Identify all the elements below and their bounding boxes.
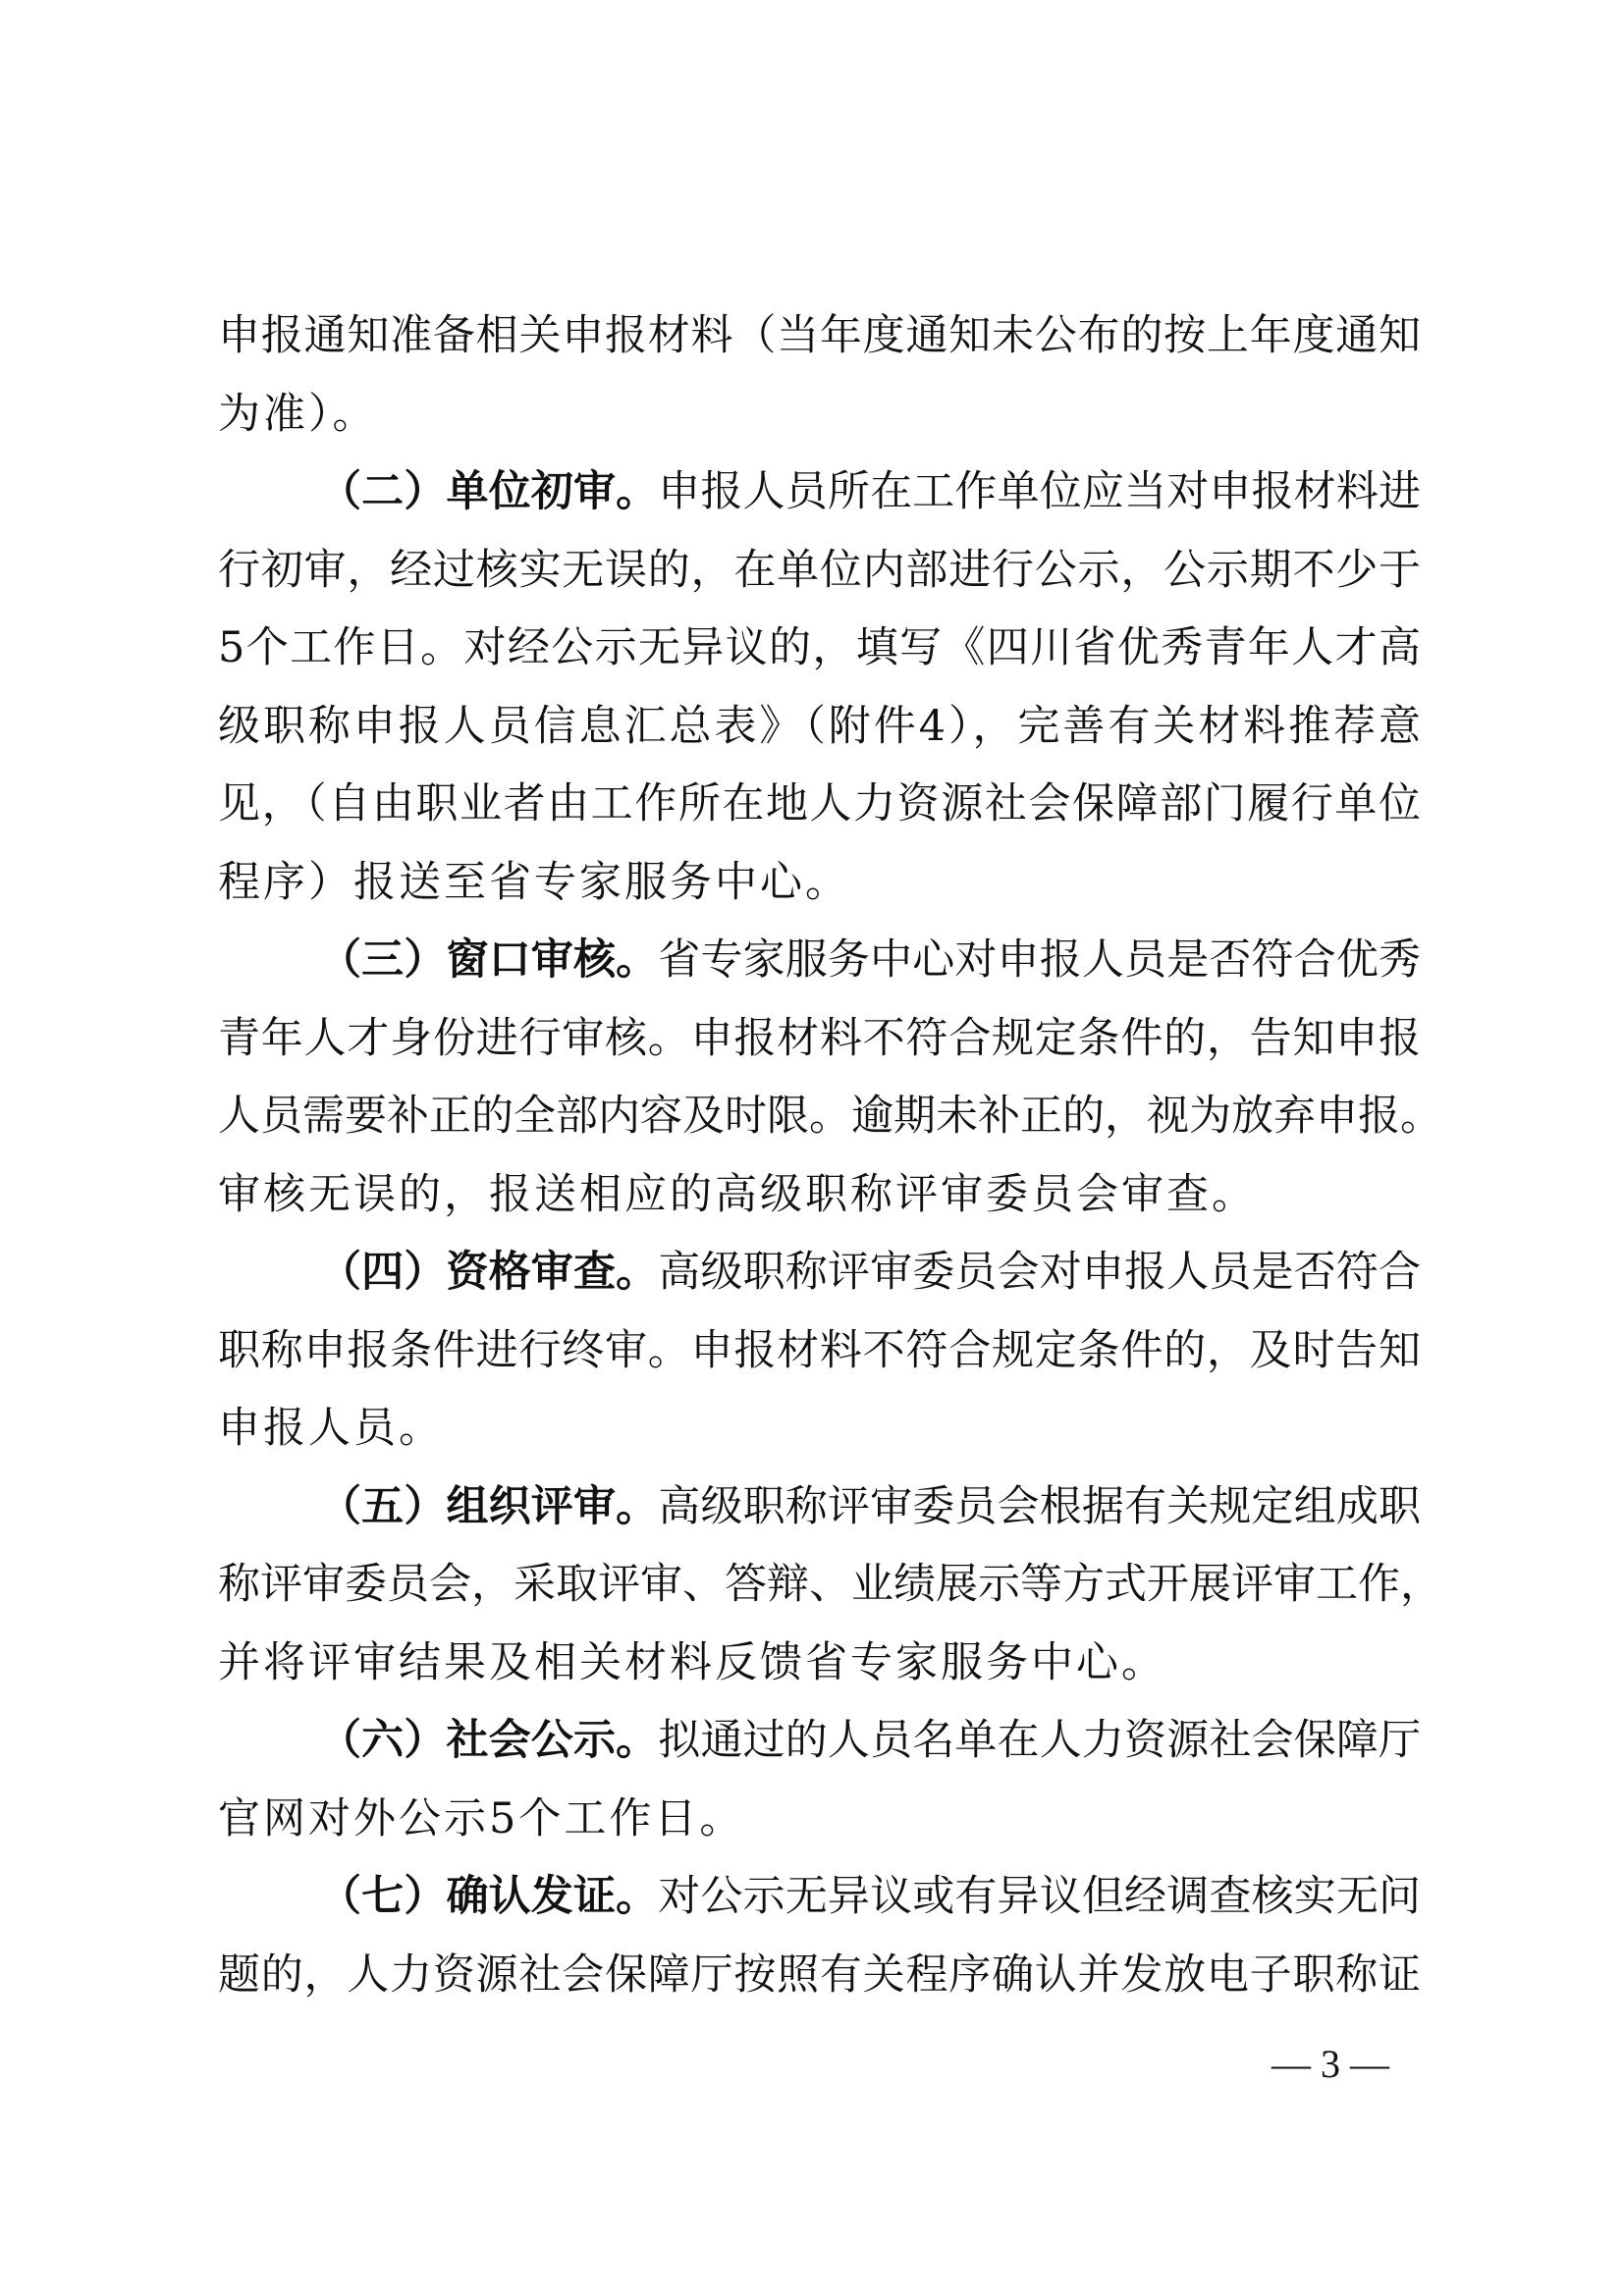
text-line: 级职称申报人员信息汇总表》（附件4），完善有关材料推荐意	[218, 701, 1421, 751]
text-line: 并将评审结果及相关材料反馈省专家服务中心。	[218, 1637, 1166, 1687]
section-text: 高级职称评审委员会根据有关规定组成职	[658, 1481, 1422, 1531]
section-text: 申报人员所在工作单位应当对申报材料进	[658, 467, 1422, 516]
section-text: 高级职称评审委员会对申报人员是否符合	[658, 1248, 1422, 1297]
section-heading: （五）组织评审。	[319, 1481, 659, 1531]
text-line: 官网对外公示5个工作日。	[218, 1793, 745, 1843]
text-line: 5个工作日。对经公示无异议的，填写《四川省优秀青年人才高	[218, 623, 1421, 672]
section-line	[218, 1468, 1421, 1547]
section-line	[218, 454, 1421, 532]
page-number: — 3 —	[1271, 2042, 1389, 2086]
text-line: 为准）。	[218, 389, 378, 439]
section-text: 拟通过的人员名单在人力资源社会保障厅	[658, 1716, 1422, 1765]
text-line: 青年人才身份进行审核。申报材料不符合规定条件的，告知申报	[218, 1013, 1421, 1063]
section-line	[218, 1234, 1421, 1312]
text-line: 见，（自由职业者由工作所在地人力资源社会保障部门履行单位	[218, 779, 1421, 828]
section-line	[218, 922, 1421, 1000]
section-heading: （三）窗口审核。	[319, 935, 659, 985]
section-line	[218, 1702, 1421, 1781]
text-line: 称评审委员会，采取评审、答辩、业绩展示等方式开展评审工作，	[218, 1560, 1442, 1609]
section-heading: （四）资格审查。	[319, 1248, 659, 1297]
section-heading: （七）确认发证。	[319, 1872, 659, 1921]
section-text: 对公示无异议或有异议但经调查核实无问	[658, 1872, 1422, 1921]
text-line: 程序）报送至省专家服务中心。	[218, 857, 850, 907]
section-text: 省专家服务中心对申报人员是否符合优秀	[658, 935, 1422, 985]
text-line: 行初审，经过核实无误的，在单位内部进行公示，公示期不少于	[218, 545, 1421, 595]
text-line: 审核无误的，报送相应的高级职称评审委员会审查。	[218, 1169, 1257, 1219]
section-line	[218, 1858, 1421, 1937]
text-line: 申报人员。	[218, 1404, 444, 1453]
text-line: 职称申报条件进行终审。申报材料不符合规定条件的，及时告知	[218, 1325, 1421, 1375]
text-line: 人员需要补正的全部内容及时限。逾期未补正的，视为放弃申报。	[218, 1092, 1442, 1141]
text-line: 题的，人力资源社会保障厅按照有关程序确认并发放电子职称证	[218, 1949, 1421, 2000]
section-heading: （六）社会公示。	[319, 1716, 659, 1765]
document-body	[218, 297, 1442, 2014]
section-heading: （二）单位初审。	[319, 467, 659, 516]
text-line: 申报通知准备相关申报材料（当年度通知未公布的按上年度通知	[218, 311, 1421, 360]
